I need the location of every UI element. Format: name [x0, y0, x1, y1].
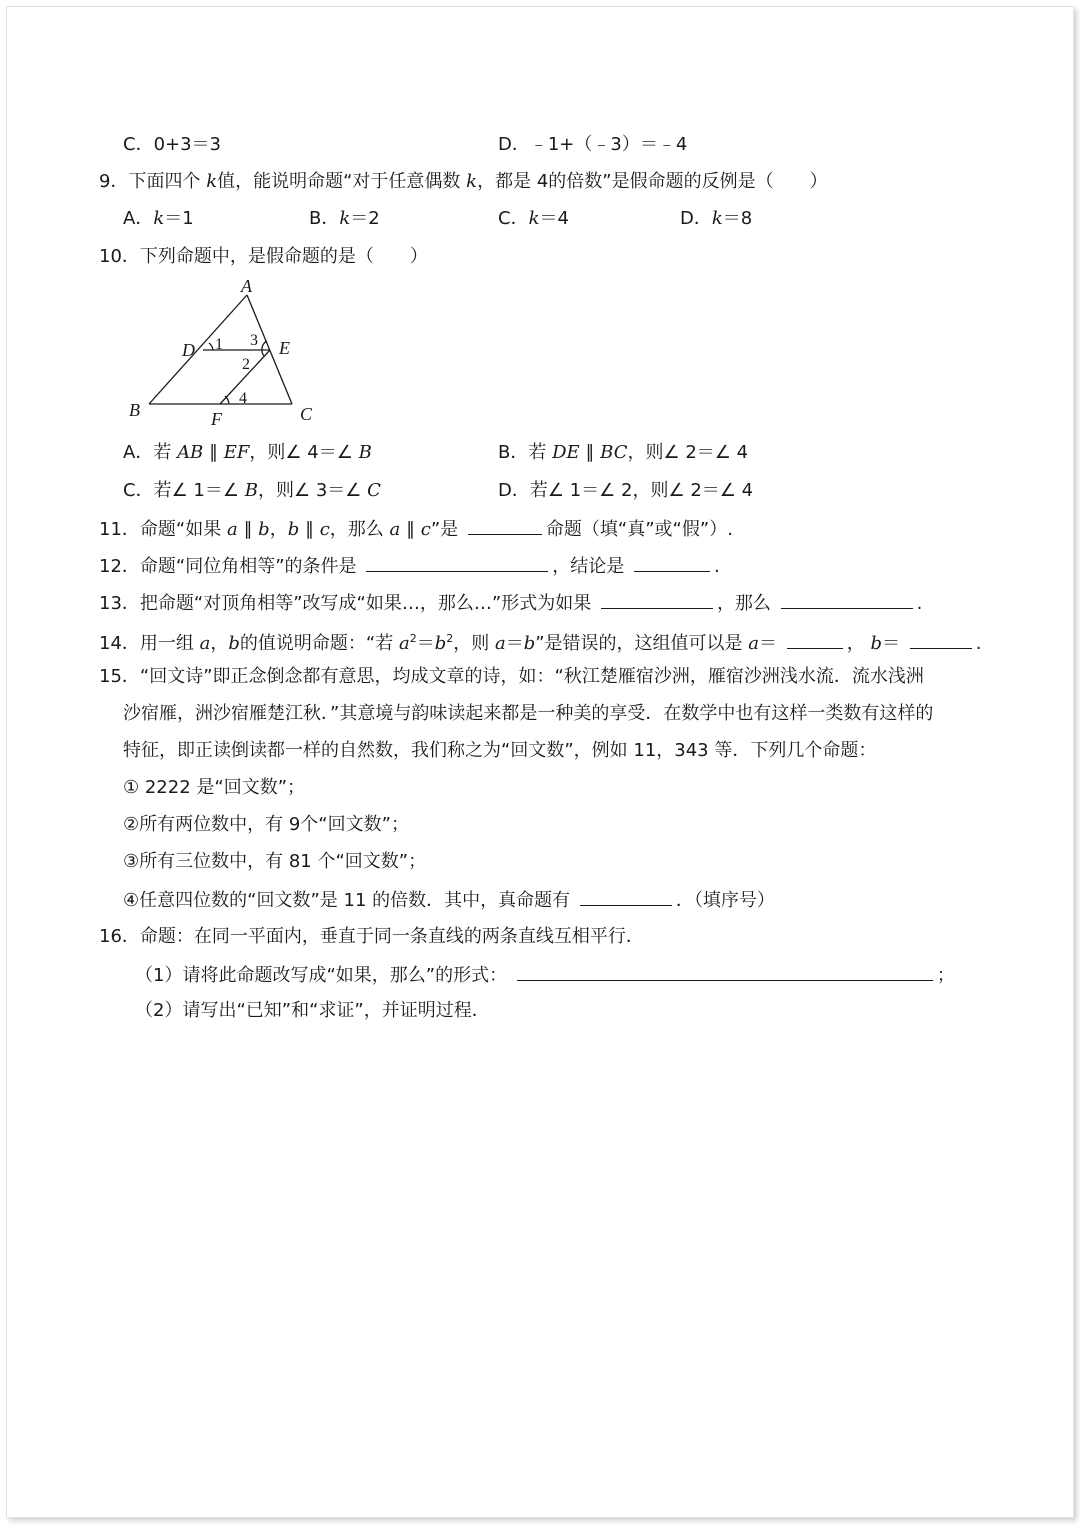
q15-item-4: ④任意四位数的“回文数”是 11 的倍数．其中，真命题有 ．（填序号） — [123, 887, 775, 913]
vertex-label-e: E — [279, 338, 290, 358]
q15-item-2: ②所有两位数中，有 9个“回文数”； — [123, 814, 409, 835]
q16-stem: 16．命题：在同一平面内，垂直于同一条直线的两条直线互相平行． — [99, 926, 644, 947]
q9-stem: 9．下面四个 k值，能说明命题“对于任意偶数 k，都是 4的倍数”是假命题的反例是（ ） — [99, 171, 828, 192]
q13-then-blank[interactable] — [781, 590, 913, 609]
angle-label-1: 1 — [215, 336, 223, 353]
q10-option-d: D．若∠ 1＝∠ 2，则∠ 2＝∠ 4 — [498, 480, 754, 501]
q8-option-d: D．﹣1+（﹣3）＝﹣4 — [498, 134, 688, 155]
q15-answer-blank[interactable] — [580, 887, 672, 906]
angle-1-arc — [209, 343, 213, 350]
vertex-label-f: F — [211, 409, 222, 427]
q10-option-c: C．若∠ 1＝∠ B，则∠ 3＝∠ C — [123, 480, 381, 501]
q16-part-2: （2）请写出“已知”和“求证”，并证明过程． — [135, 1000, 490, 1021]
q12-conclusion-blank[interactable] — [634, 553, 710, 572]
vertex-label-a: A — [241, 277, 252, 296]
angle-4-arc — [225, 396, 229, 404]
q13: 13．把命题“对顶角相等”改写成“如果…，那么…”形式为如果 ，那么 . — [99, 590, 922, 616]
vertex-label-d: D — [182, 340, 195, 360]
q10-option-a: A．若 AB ∥ EF，则∠ 4＝∠ B — [123, 442, 372, 463]
q13-if-blank[interactable] — [601, 590, 713, 609]
vertex-label-b: B — [129, 400, 140, 420]
q11-answer-blank[interactable] — [468, 516, 542, 535]
document-page — [6, 6, 1074, 1518]
q9-option-d: D．k＝8 — [680, 208, 753, 229]
q15-line-3: 特征，即正读倒读都一样的自然数，我们称之为“回文数”，例如 11，343 等．下列几个命题： — [123, 740, 877, 761]
angle-label-2: 2 — [242, 356, 250, 373]
q14: 14．用一组 a，b的值说明命题：“若 $a^2=b^2$，则 a＝b”是错误的，这组值可以是 a＝ ， b＝ . — [99, 632, 982, 654]
q8-option-c: C．0+3＝3 — [123, 134, 222, 155]
angle-2-arc — [262, 350, 264, 356]
angle-label-3: 3 — [250, 332, 258, 349]
q12: 12．命题“同位角相等”的条件是 ，结论是 . — [99, 553, 720, 579]
q12-condition-blank[interactable] — [366, 553, 548, 572]
vertex-label-c: C — [300, 404, 313, 424]
triangle-figure — [119, 277, 319, 427]
q9-option-a: A．k＝1 — [123, 208, 194, 229]
q16-if-then-blank[interactable] — [517, 962, 933, 981]
q16-part-1: （1）请将此命题改写成“如果，那么”的形式： ； — [135, 962, 955, 988]
q10-stem: 10．下列命题中，是假命题的是（ ） — [99, 246, 428, 267]
q14-b-blank[interactable] — [910, 630, 972, 649]
q9-option-c: C．k＝4 — [498, 208, 569, 229]
q10-option-b: B．若 DE ∥ BC，则∠ 2＝∠ 4 — [498, 442, 749, 463]
q14-a-blank[interactable] — [787, 630, 843, 649]
q15-line-1: 15．“回文诗”即正念倒念都有意思，均成文章的诗，如：“秋江楚雁宿沙洲，雁宿沙洲浅水流．流水浅洲 — [99, 666, 924, 687]
q9-option-b: B．k＝2 — [309, 208, 380, 229]
q15-item-3: ③所有三位数中，有 81 个“回文数”； — [123, 851, 427, 872]
q15-line-2: 沙宿雁，洲沙宿雁楚江秋．”其意境与韵味读起来都是一种美的享受．在数学中也有这样一类数有这样的 — [123, 703, 934, 724]
q15-item-1: ① 2222 是“回文数”； — [123, 777, 306, 798]
q11: 11．命题“如果 a ∥ b，b ∥ c，那么 a ∥ c”是 命题（填“真”或“假”）. — [99, 516, 733, 542]
angle-label-4: 4 — [239, 390, 247, 407]
